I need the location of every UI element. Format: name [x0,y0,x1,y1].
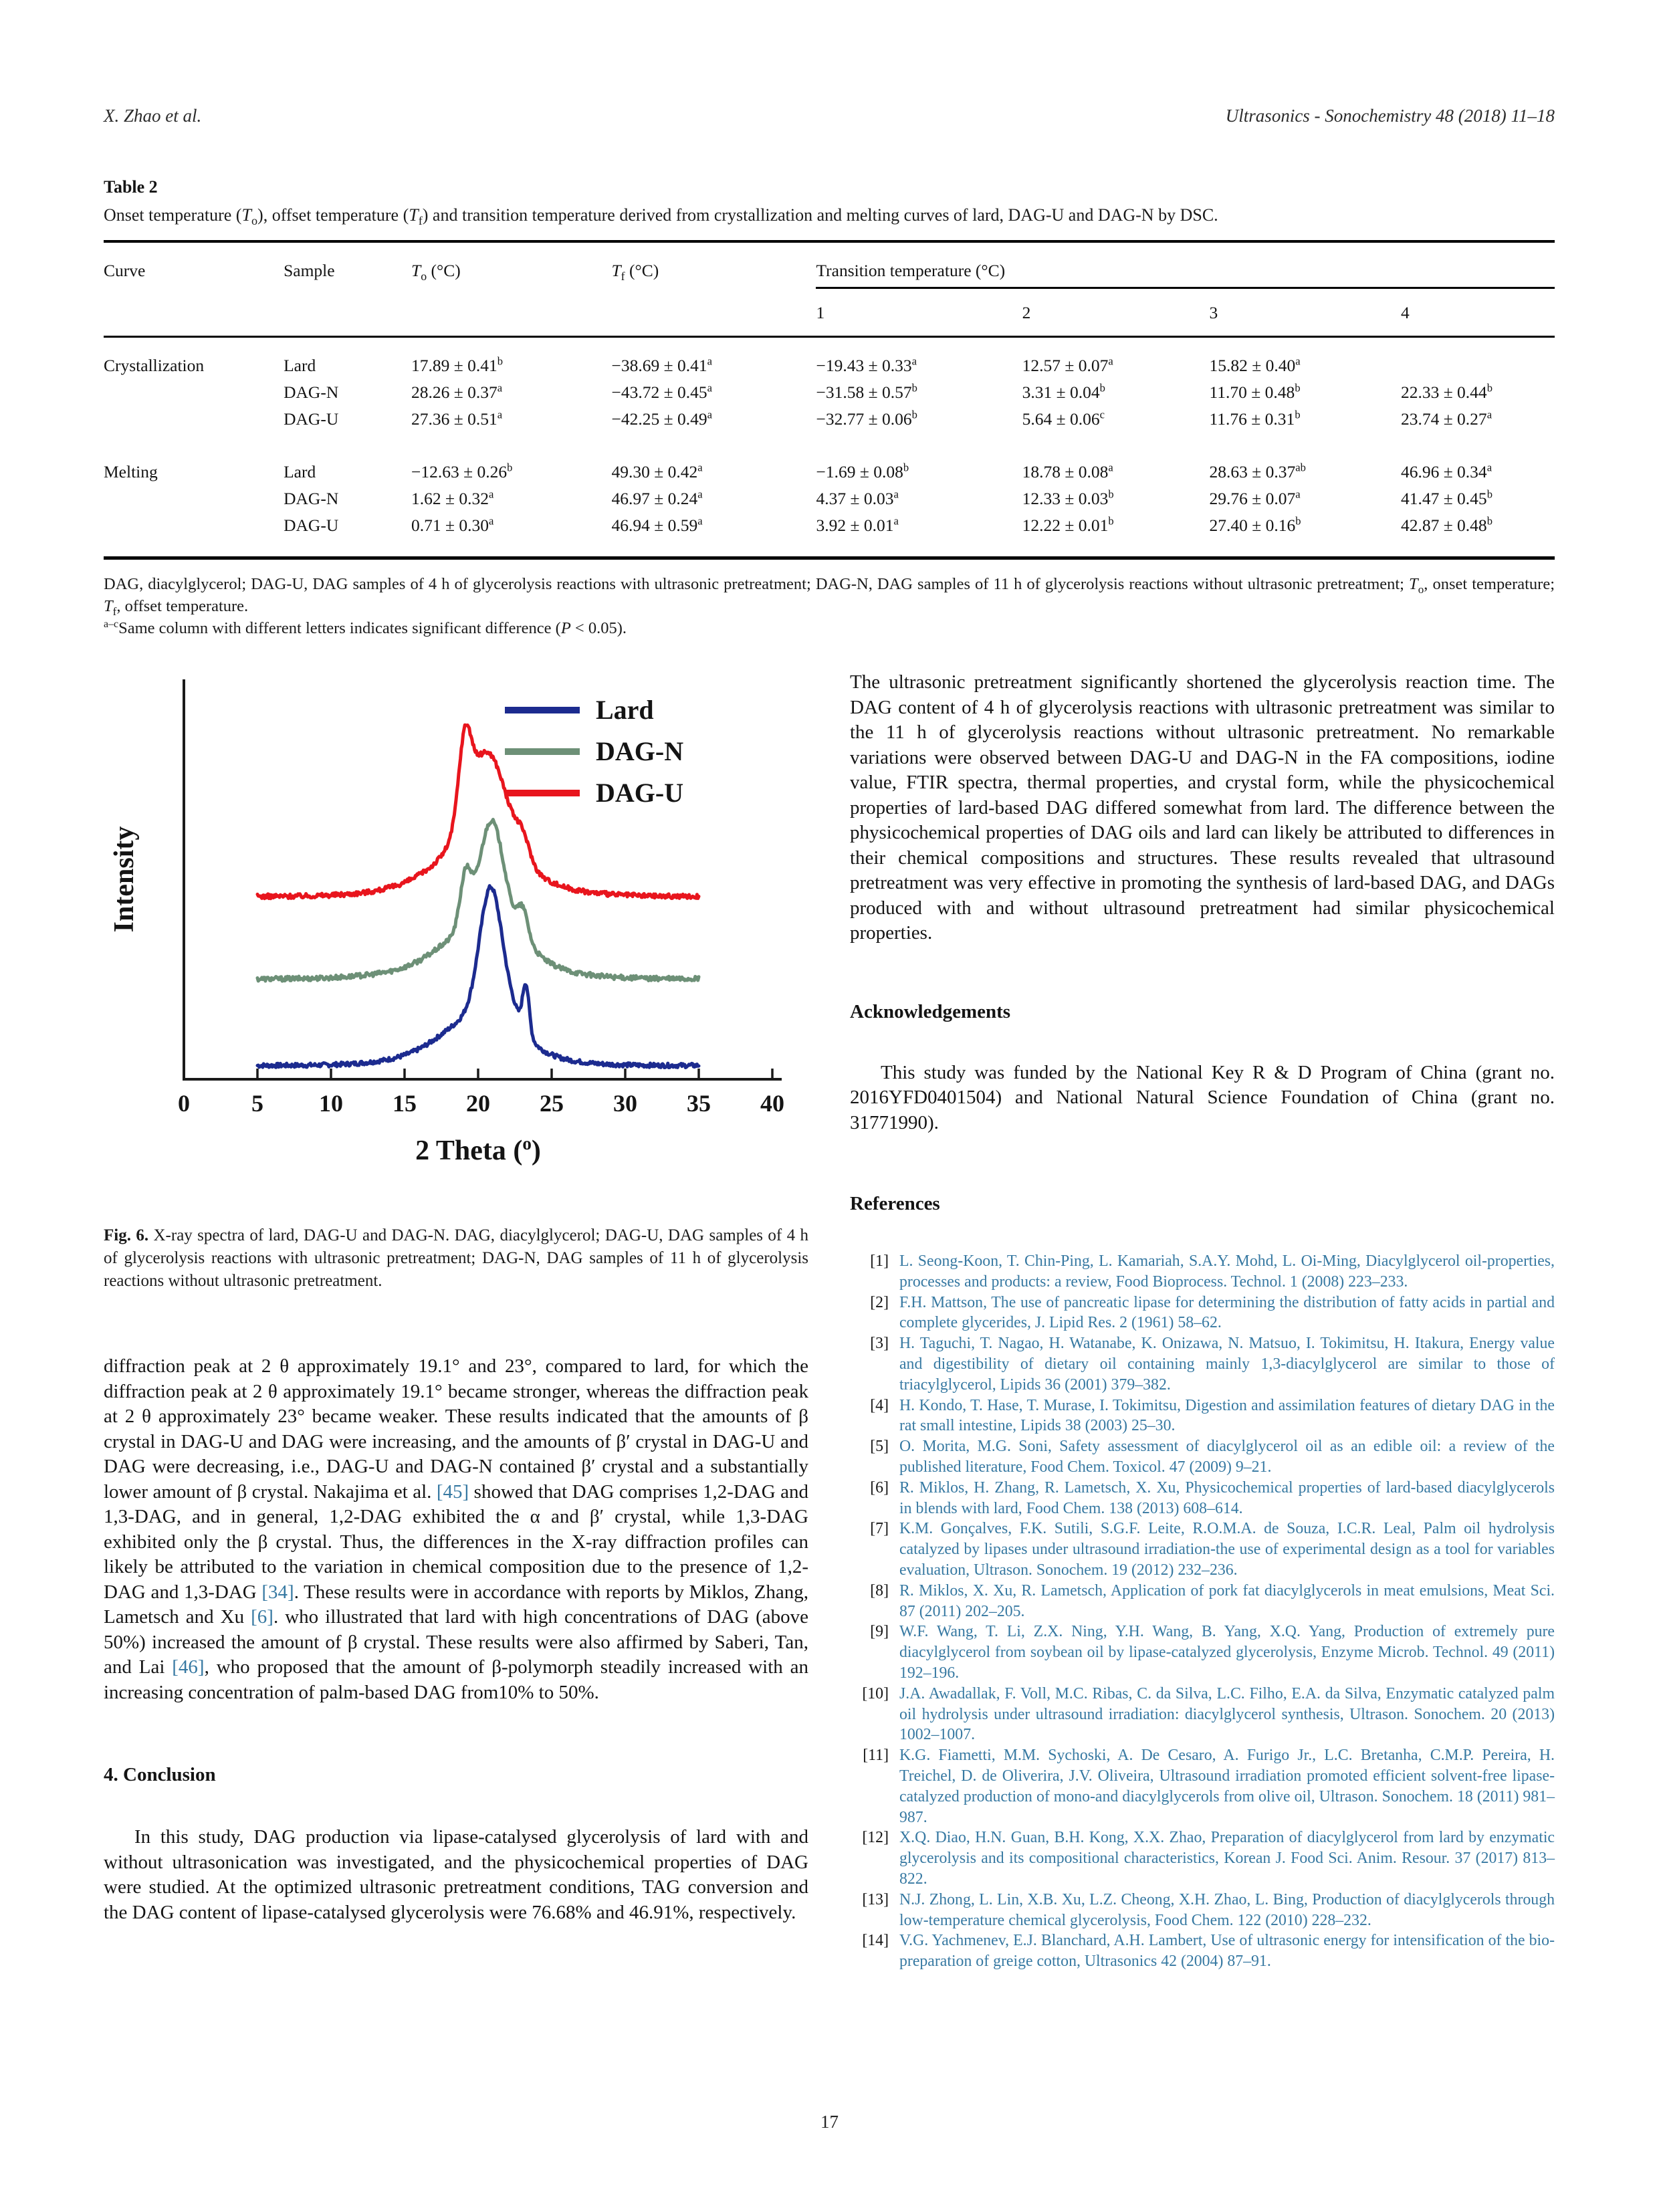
value-cell: −19.43 ± 0.33$^a$ [816,354,917,375]
value-cell: 3.31 ± 0.04$^b$ [1022,381,1105,402]
chart-text: 0 [178,1090,190,1117]
value-cell: 41.47 ± 0.45$^b$ [1400,487,1492,509]
sample-cell: DAG-N [284,489,339,509]
curve-cell: Crystallization [104,355,205,375]
reference-number: [14] [862,1932,889,1950]
figure-6 [104,670,808,1293]
value-cell: 0.71 ± 0.30$^a$ [411,514,494,536]
reference-number: [10] [862,1684,889,1702]
value-cell: 28.63 ± 0.37$^{ab}$ [1209,461,1306,482]
table-row [104,485,1555,512]
body-paragraph-summary: The ultrasonic pretreatment significantly shortened the glycerolysis reaction time. The DAG content of 4 h of glycerolysis reactions with ultrasonic pretreatment was similar to the 11 h of glycerolysis reactions without ultrasonic pretreatment. No remarkable variations were observed between DAG-U and DAG-N in the FA compositions, iodine value, FTIR spectra, thermal properties, and crystal form, while the physicochemical properties of lard-based DAG differed somewhat from lard. The difference between the physicochemical properties of DAG oils and lard can likely be attributed to differences in their chemical compositions and structures. These results revealed that ultrasound pretreatment was very effective in promoting the synthesis of lard-based DAG, and DAGs produced with and without ultrasound pretreatment had similar physicochemical properties. [850,671,1555,944]
reference-item[interactable] [850,1519,1555,1580]
chart-text: 15 [393,1090,417,1117]
reference-number: [2] [870,1293,889,1311]
reference-item[interactable] [850,1436,1555,1478]
value-cell: −32.77 ± 0.06$^b$ [816,408,917,429]
reference-text[interactable]: R. Miklos, H. Zhang, R. Lametsch, X. Xu, Physicochemical properties of lard-based diacylglycerols in blends with lard, Food Chem. 138 (2013) 608–614. [899,1478,1555,1517]
value-cell: 12.22 ± 0.01$^b$ [1022,514,1114,536]
chart-text: 5 [251,1090,263,1117]
reference-text[interactable]: V.G. Yachmenev, E.J. Blanchard, A.H. Lambert, Use of ultrasonic energy for intensification of the bio-preparation of greige cotton, Ultrasonics 42 (2004) 87–91. [899,1932,1555,1971]
reference-text[interactable]: W.F. Wang, T. Li, Z.X. Ning, Y.H. Wang, B. Yang, X.Q. Yang, Production of extremely pure diacylglycerol from soybean oil by lipase-catalyzed glycerolysis, Enzyme Microb. Technol. 49 (2011) 192–196. [899,1623,1555,1682]
sample-cell: Lard [284,462,316,482]
reference-number: [6] [870,1478,889,1497]
reference-number: [8] [870,1581,889,1599]
reference-number: [7] [870,1520,889,1538]
reference-list [850,1251,1555,1972]
xrd-spectra-chart [104,670,808,1209]
legend-label-lard: Lard [596,695,654,725]
value-cell: −12.63 ± 0.26$^b$ [411,461,513,482]
section-heading-references: References [850,1193,940,1214]
value-cell: 3.92 ± 0.01$^a$ [816,514,899,536]
chart-text: 30 [613,1090,637,1117]
table-caption: Onset temperature $(T_o)$, offset temperature $(T_f)$ and transition temperature derived from crystallization and melting curves of lard, DAG-U and DAG-N by DSC. [104,205,1218,228]
table-row [104,379,1555,406]
two-column-body [104,670,1555,1972]
subcol-header-2: 2 [1022,288,1210,336]
reference-item[interactable] [850,1293,1555,1334]
value-cell: 22.33 ± 0.44$^b$ [1400,381,1492,402]
body-paragraph-xrd-discussion: diffraction peak at 2 θ approximately 19.1° and 23°, compared to lard, for which the diffraction peak at 2 θ approximately 19.1° became stronger, whereas the diffraction peak at 2 θ approximately 23° became weaker. These results indicated that the amounts of β crystal in DAG-U and DAG were increasing, and the amounts of β′ crystal in DAG-U and DAG were decreasing, i.e., DAG-U and DAG-N contained β′ crystal and a substantially lower amount of β crystal. Nakajima et al. [45] showed that DAG comprises 1,2-DAG and 1,3-DAG, and in general, 1,2-DAG exhibited the α and β′ crystal, while 1,3-DAG exhibited only the β crystal. Thus, the differences in the X-ray diffraction profiles can likely be attributed to the variation in chemical composition due to the presence of 1,2-DAG and 1,3-DAG [34]. These results were in accordance with reports by Miklos, Zhang, Lametsch and Xu [6]. who illustrated that lard with high concentrations of DAG (above 50%) increased the amount of β crystal. These results were also affirmed by Saberi, Tan, and Lai [46], who proposed that the amount of β-polymorph steadily increased with an increasing concentration of palm-based DAG from10% to 50%. [104,1355,809,1703]
value-cell: 18.78 ± 0.08$^a$ [1022,461,1113,482]
reference-text[interactable]: X.Q. Diao, H.N. Guan, B.H. Kong, X.X. Zhao, Preparation of diacylglycerol from lard by enzymatic glycerolysis and its compositional characteristics, Korean J. Food Sci. Anim. Resour. 37 (2017) 813–822. [899,1829,1555,1888]
col-header-curve: Curve [104,261,146,280]
value-cell [1401,336,1555,378]
curve-cell: Melting [104,462,158,482]
value-cell: 29.76 ± 0.07$^a$ [1209,487,1301,509]
curve-cell [104,485,284,512]
value-cell: 46.94 ± 0.59$^a$ [611,514,703,536]
right-column [850,670,1555,1972]
value-cell: 11.76 ± 0.31$^b$ [1209,408,1301,429]
reference-text[interactable]: L. Seong-Koon, T. Chin-Ping, L. Kamariah, S.A.Y. Mohd, L. Oi-Ming, Diacylglycerol oil-properties, processes and products: a review, Food Bioprocess. Technol. 1 (2008) 223–233. [899,1252,1555,1291]
running-head-journal: Ultrasonics - Sonochemistry 48 (2018) 11–18 [1225,106,1555,126]
legend-label-dag-n: DAG-N [596,736,684,766]
col-header-transition-temp: Transition temperature (°C) [816,241,1555,288]
sample-cell: DAG-U [284,516,339,536]
reference-item[interactable] [850,1930,1555,1972]
value-cell: −31.58 ± 0.57$^b$ [816,381,917,402]
reference-text[interactable]: K.G. Fiametti, M.M. Sychoski, A. De Cesaro, A. Furigo Jr., L.C. Bretanha, C.M.P. Pereira, H. Treichel, D. de Oliverira, J.V. Oliveira, Ultrasound irradiation promoted efficient solvent-free lipase-catalyzed production of mono-and diacylglycerols from olive oil, Ultrason. Sonochem. 18 (2011) 981–987. [899,1747,1555,1826]
citation-link[interactable]: [45] [436,1480,469,1503]
col-header-sample: Sample [284,261,335,280]
subcol-header-3: 3 [1210,288,1401,336]
chart-text: 20 [466,1090,490,1117]
reference-number: [1] [870,1252,889,1270]
value-cell: 27.36 ± 0.51$^a$ [411,408,503,429]
value-cell: 4.37 ± 0.03$^a$ [816,487,899,509]
curve-cell [104,379,284,406]
table-row [104,512,1555,558]
conclusion-paragraph: In this study, DAG production via lipase-catalysed glycerolysis of lard with and without ultrasonication was investigated, and the physicochemical properties of DAG were studied. At the optimized ultrasonic pretreatment conditions, TAG conversion and the DAG content of lipase-catalysed glycerolysis were 76.68% and 46.91%, respectively. [104,1826,808,1923]
figure-6-caption: Fig. 6. X-ray spectra of lard, DAG-U and DAG-N. DAG, diacylglycerol; DAG-U, DAG samples of 4 h of glycerolysis reactions with ultrasonic pretreatment; DAG-N, DAG samples of 11 h of glycerolysis reactions without ultrasonic pretreatment. [104,1226,809,1290]
citation-link[interactable]: [34] [261,1581,294,1603]
table-body [104,336,1555,558]
sample-cell: DAG-U [284,409,339,429]
chart-text: 25 [540,1090,564,1117]
chart-text: 40 [760,1090,784,1117]
reference-number: [9] [870,1623,889,1641]
value-cell: 46.97 ± 0.24$^a$ [611,487,703,509]
reference-item[interactable] [850,1396,1555,1437]
value-cell: 5.64 ± 0.06$^c$ [1022,408,1105,429]
sample-cell: DAG-N [284,382,339,402]
reference-text[interactable]: K.M. Gonçalves, F.K. Sutili, S.G.F. Leite, R.O.M.A. de Souza, I.C.R. Leal, Palm oil hydrolysis catalyzed by lipases under ultrasound irradiation-the use of experimental design as a tool for variables evaluation, Ultrason. Sonochem. 19 (2012) 232–236. [899,1520,1555,1579]
reference-item[interactable] [850,1478,1555,1519]
reference-item[interactable] [850,1581,1555,1622]
reference-item[interactable] [850,1745,1555,1828]
value-cell: −1.69 ± 0.08$^b$ [816,461,909,482]
x-axis-label: 2 Theta ($^o$) [415,1133,541,1166]
section-heading-conclusion: 4. Conclusion [104,1764,216,1785]
y-axis-label: Intensity [109,826,140,933]
subcol-header-4: 4 [1401,288,1555,336]
reference-text[interactable]: F.H. Mattson, The use of pancreatic lipase for determining the distribution of fatty acids in partial and complete glycerides, J. Lipid Res. 2 (1961) 58–62. [899,1293,1555,1332]
reference-number: [12] [862,1829,889,1847]
subcol-header-1: 1 [816,288,1022,336]
reference-text[interactable]: H. Kondo, T. Hase, T. Murase, I. Tokimitsu, Digestion and assimilation features of dietary DAG in the rat small intestine, Lipids 38 (2003) 25–30. [899,1396,1555,1435]
value-cell: 28.26 ± 0.37$^a$ [411,381,503,402]
table-row [104,406,1555,433]
value-cell: −42.25 ± 0.49$^a$ [611,408,712,429]
table-footnote-significance: $^{a-c}$Same column with different letters indicates significant difference (P < 0.05). [104,618,627,637]
citation-link[interactable]: [46] [172,1656,205,1678]
table-row [104,336,1555,378]
table-footnote-abbreviations: DAG, diacylglycerol; DAG-U, DAG samples of 4 h of glycerolysis reactions with ultrasonic pretreatment; DAG-N, DAG samples of 11 h of glycerolysis reactions without ultrasonic pretreatment; $T_o$, onset temperature; $T_f$, offset temperature. [104,575,1555,618]
reference-item[interactable] [850,1890,1555,1931]
value-cell: −43.72 ± 0.45$^a$ [611,381,712,402]
reference-number: [11] [863,1747,889,1765]
value-cell: 12.57 ± 0.07$^a$ [1022,354,1113,375]
running-head [104,106,1555,126]
col-header-offset-temp: $T_f$ (°C) [611,261,659,284]
value-cell: 12.33 ± 0.03$^b$ [1022,487,1114,509]
reference-text[interactable]: R. Miklos, X. Xu, R. Lametsch, Application of pork fat diacylglycerols in meat emulsions, Meat Sci. 87 (2011) 202–205. [899,1581,1555,1620]
table-row [104,432,1555,485]
reference-item[interactable] [850,1333,1555,1395]
reference-text[interactable]: N.J. Zhong, L. Lin, X.B. Xu, L.Z. Cheong, X.H. Zhao, L. Bing, Production of diacylglycerols through low-temperature chemical glycerolysis, Food Chem. 122 (2010) 228–232. [899,1890,1555,1929]
reference-text[interactable]: H. Taguchi, T. Nagao, H. Watanabe, K. Onizawa, N. Matsuo, I. Tokimitsu, H. Itakura, Energy value and digestibility of dietary oil containing mainly 1,3-diacylglycerol are similar to those of triacylglycerol, Lipids 36 (2001) 379–382. [899,1335,1555,1394]
value-cell: 49.30 ± 0.42$^a$ [611,461,703,482]
value-cell: −38.69 ± 0.41$^a$ [611,354,712,375]
value-cell: 15.82 ± 0.40$^a$ [1209,354,1301,375]
value-cell: 17.89 ± 0.41$^b$ [411,354,504,375]
curve-cell [104,512,284,558]
acknowledgements-paragraph: This study was funded by the National Key R & D Program of China (grant no. 2016YFD0401504) and National Natural Science Foundation of China (grant no. 31771990). [850,1061,1555,1133]
col-header-onset-temp: $T_o$ (°C) [411,261,461,284]
reference-item[interactable] [850,1828,1555,1889]
reference-item[interactable] [850,1251,1555,1293]
chart-text: 35 [687,1090,711,1117]
legend-label-dag-u: DAG-U [596,778,684,808]
table-label: Table 2 [104,177,158,197]
reference-text[interactable]: O. Morita, M.G. Soni, Safety assessment of diacylglycerol oil as an edible oil: a review of the published literature, Food Chem. Toxicol. 47 (2009) 9–21. [899,1438,1555,1476]
section-heading-acknowledgements: Acknowledgements [850,1000,1011,1022]
value-cell: 27.40 ± 0.16$^b$ [1209,514,1301,536]
value-cell: 23.74 ± 0.27$^a$ [1400,408,1492,429]
value-cell: 42.87 ± 0.48$^b$ [1400,514,1492,536]
reference-number: [4] [870,1396,889,1414]
page-number: 17 [820,2112,839,2132]
chart-text: 10 [319,1090,343,1117]
reference-number: [3] [870,1335,889,1353]
value-cell: 11.70 ± 0.48$^b$ [1209,381,1301,402]
value-cell: 1.62 ± 0.32$^a$ [411,487,494,509]
reference-item[interactable] [850,1622,1555,1683]
reference-number: [5] [870,1438,889,1456]
sample-cell: Lard [284,355,316,375]
curve-cell [104,406,284,433]
reference-text[interactable]: J.A. Awadallak, F. Voll, M.C. Ribas, C. da Silva, L.C. Filho, E.A. da Silva, Enzymatic catalyzed palm oil hydrolysis under ultrasound irradiation: diacylglycerol synthesis, Ultrason. Sonochem. 20 (2013) 1002–1007. [899,1684,1555,1744]
left-column [104,670,808,1972]
value-cell: 46.96 ± 0.34$^a$ [1400,461,1492,482]
running-head-authors: X. Zhao et al. [104,106,202,126]
citation-link[interactable]: [6] [251,1606,273,1628]
reference-item[interactable] [850,1684,1555,1745]
reference-number: [13] [862,1890,889,1908]
table-head [104,241,1555,336]
dsc-results-table [104,240,1555,560]
